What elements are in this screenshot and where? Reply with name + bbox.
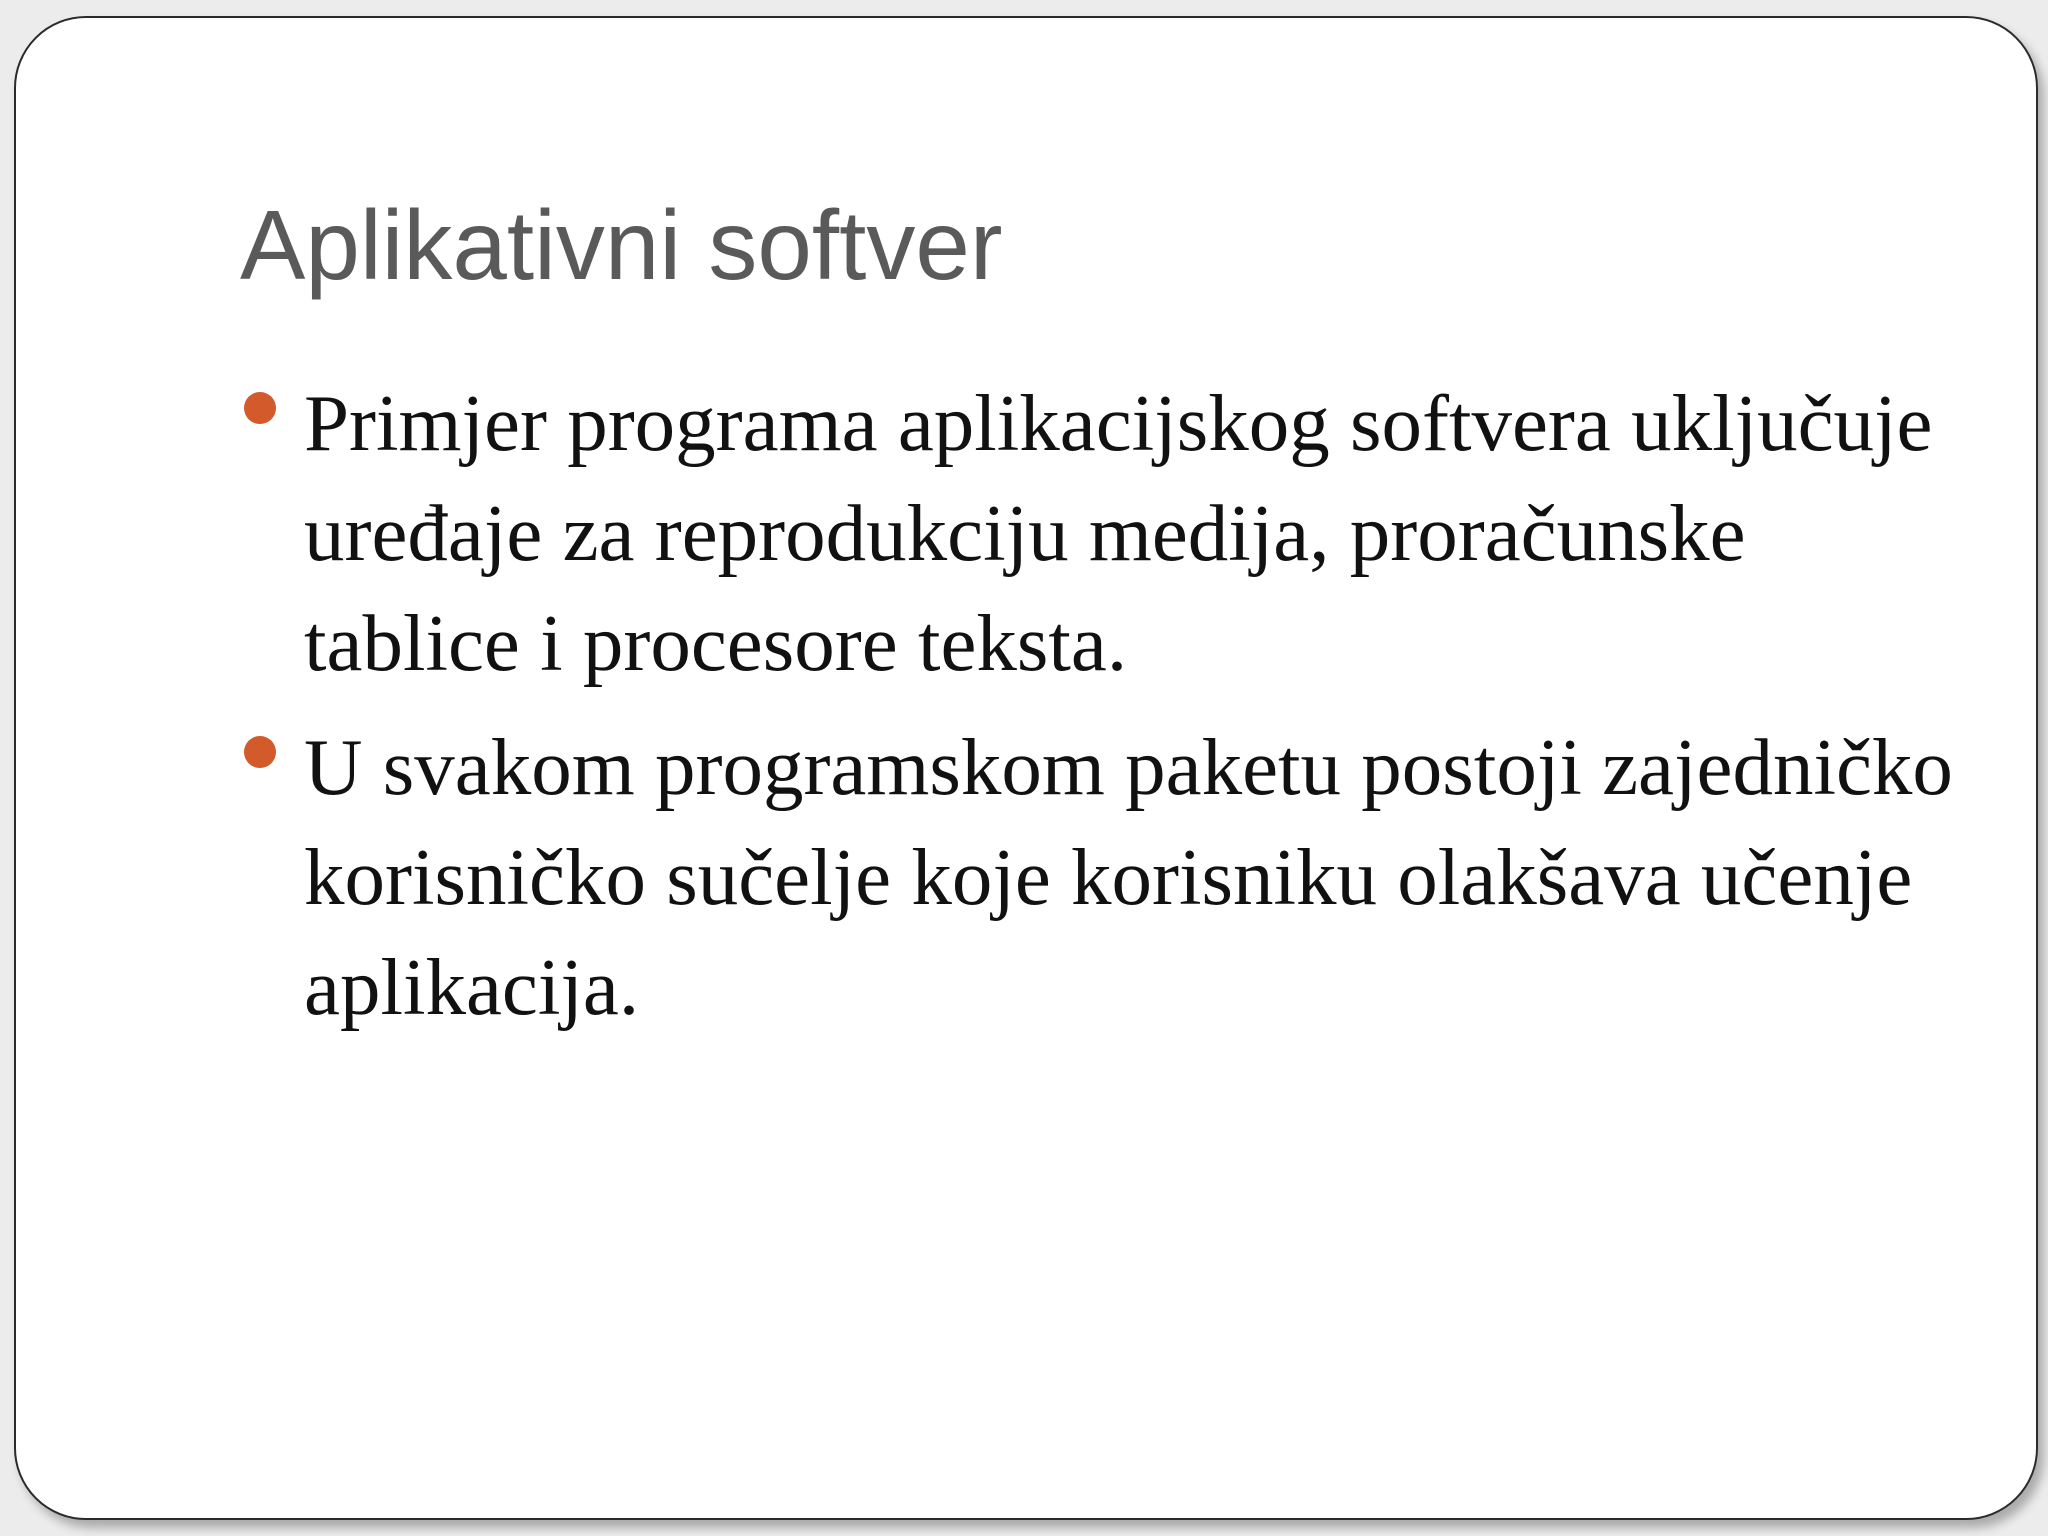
- bullet-text: U svakom programskom paketu postoji zajedničko korisničko sučelje koje korisniku olakšava učenje aplikacija.: [304, 722, 1953, 1032]
- bullet-dot-icon: [244, 392, 276, 424]
- slide-title: Aplikativni softver: [240, 190, 1003, 300]
- slide: [14, 16, 2038, 1520]
- bullet-text: Primjer programa aplikacijskog softvera uključuje uređaje za reprodukciju medija, proračunske tablice i procesore teksta.: [304, 378, 1933, 688]
- bullet-list: [240, 368, 1960, 1056]
- bullet-dot-icon: [244, 736, 276, 768]
- bullet-item: [240, 368, 1960, 698]
- bullet-item: [240, 712, 1960, 1042]
